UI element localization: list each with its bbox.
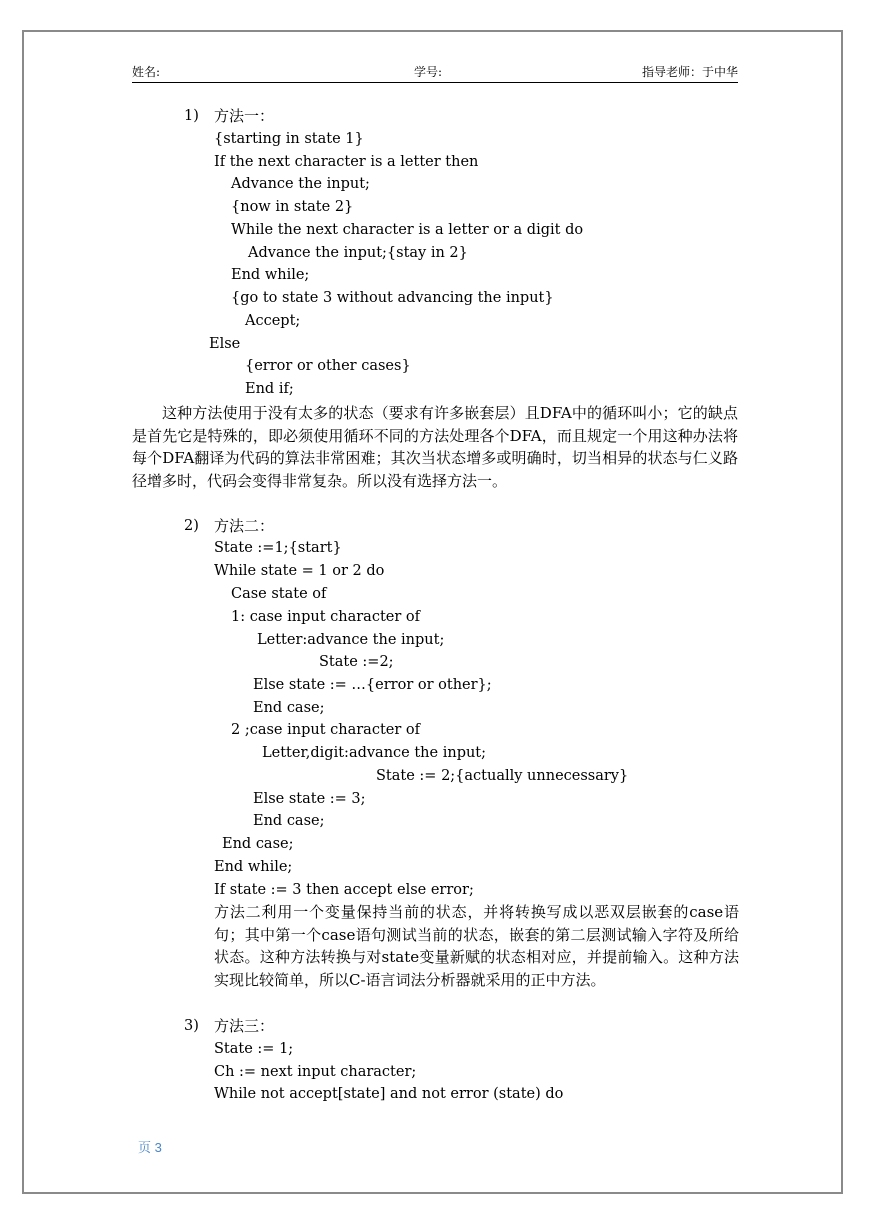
code-line: 1: case input character of [231, 609, 420, 625]
code-line: While state = 1 or 2 do [214, 563, 385, 579]
code-line: {go to state 3 without advancing the input} [231, 290, 554, 306]
name-label: 姓名: [132, 65, 161, 79]
page-number: 页 3 [138, 1140, 162, 1155]
code-line: End case; [253, 813, 325, 829]
code-line: State :=1;{start} [214, 540, 342, 556]
code-line: State := 1; [214, 1041, 294, 1057]
code-line: End case; [253, 700, 325, 716]
code-line: State :=2; [319, 654, 394, 670]
code-line: Case state of [231, 586, 327, 602]
code-line: Advance the input; [231, 176, 370, 192]
page-header [132, 62, 738, 83]
code-line: Else [209, 336, 241, 352]
code-line: State := 2;{actually unnecessary} [376, 768, 629, 784]
code-line: While the next character is a letter or a digit do [231, 222, 584, 238]
code-line: End while; [231, 267, 310, 283]
method1-number: 1) [184, 108, 199, 124]
code-line: Else state := 3; [253, 791, 366, 807]
code-line: Letter,digit:advance the input; [262, 745, 487, 761]
code-line: End case; [222, 836, 294, 852]
student-id-label: 学号: [414, 65, 443, 79]
code-line: End if; [245, 381, 294, 397]
code-line: While not accept[state] and not error (state) do [214, 1086, 564, 1102]
method2-number: 2) [184, 518, 199, 534]
code-line: Else state := …{error or other}; [253, 677, 492, 693]
code-line: Ch := next input character; [214, 1064, 417, 1080]
method3-heading: 方法三： [214, 1017, 275, 1035]
code-line: Letter:advance the input; [257, 632, 445, 648]
method2-paragraph: 方法二利用一个变量保持当前的状态，并将转换写成以恶双层嵌套的case语句；其中第一个case语句测试当前的状态，嵌套的第二层测试输入字符及所给状态。这种方法转换与对state变量新赋的状态相对应，并提前输入。这种方法实现比较简单，所以C-语言词法分析器就采用的正中方法。 [214, 903, 739, 990]
code-line: If state := 3 then accept else error; [214, 882, 474, 898]
code-line: {now in state 2} [231, 199, 354, 215]
code-line: {starting in state 1} [214, 131, 364, 147]
method2-heading: 方法二： [214, 517, 275, 535]
method3-number: 3) [184, 1018, 199, 1034]
code-line: Advance the input;{stay in 2} [248, 245, 468, 261]
method1-heading: 方法一： [214, 107, 275, 125]
code-line: 2 ;case input character of [231, 722, 420, 738]
code-line: If the next character is a letter then [214, 154, 479, 170]
teacher-label: 指导老师：于中华 [641, 65, 738, 79]
page-border [22, 30, 843, 1194]
code-line: {error or other cases} [245, 358, 411, 374]
code-line: End while; [214, 859, 293, 875]
code-line: Accept; [245, 313, 301, 329]
method1-paragraph: 这种方法使用于没有太多的状态（要求有许多嵌套层）且DFA中的循环叫小；它的缺点是首先它是特殊的，即必须使用循环不同的方法处理各个DFA，而且规定一个用这种办法将每个DFA翻译为代码的算法非常困难；其次当状态增多或明确时，切当相异的状态与仁义路径增多时，代码会变得非常复杂。所以没有选择方法一。 [132, 404, 738, 491]
